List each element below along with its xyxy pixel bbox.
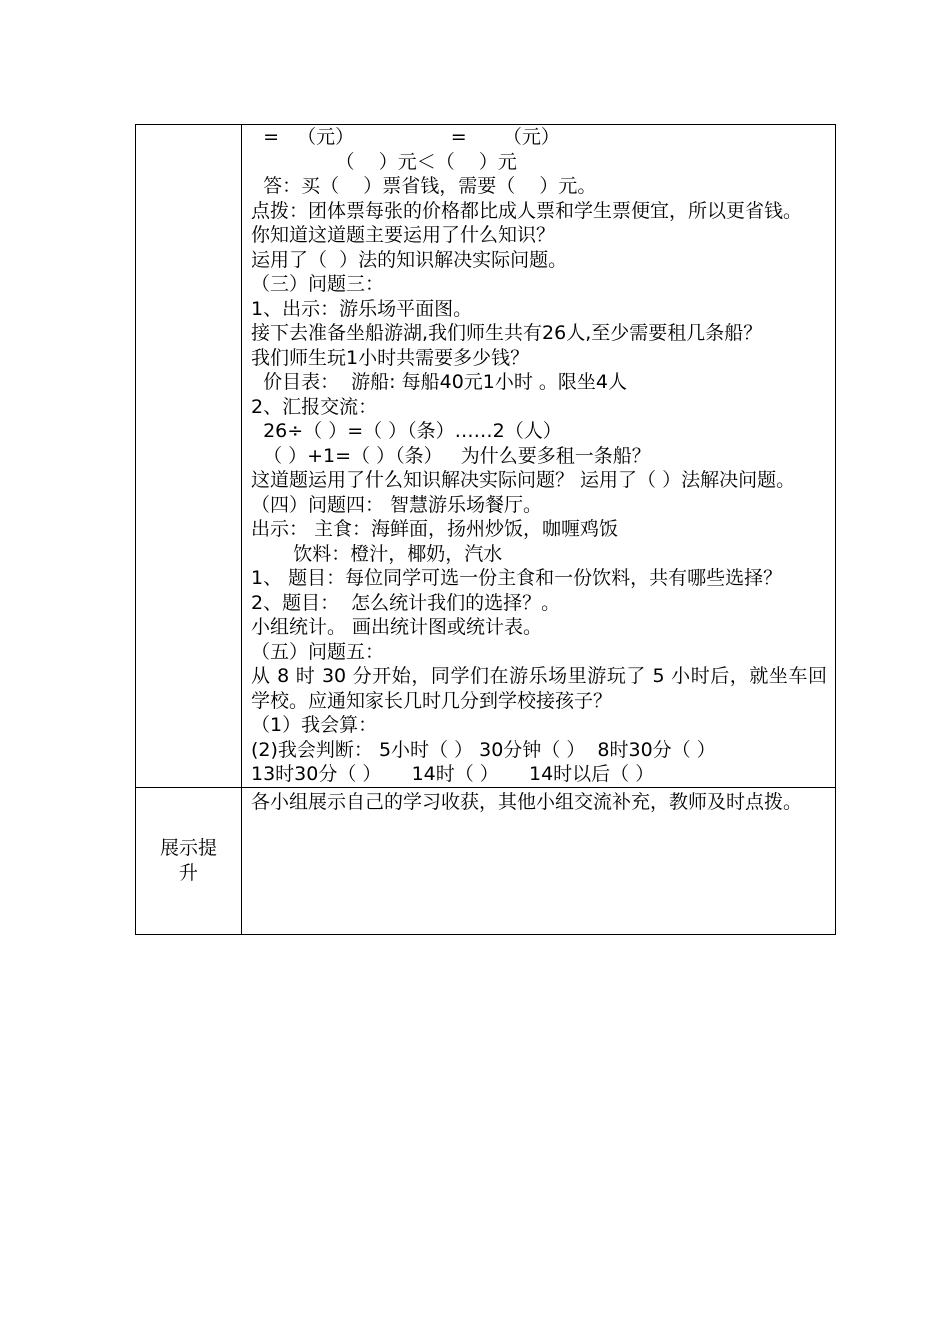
text-line: 从 8 时 30 分开始，同学们在游乐场里游玩了 5 小时后，就坐车回学校。应通知家长几时几分到学校接孩子？ — [251, 665, 827, 712]
text-line: 答：买（ ）票省钱，需要（ ）元。 — [251, 175, 597, 197]
text-line: = （元） = （元） — [251, 126, 560, 148]
text-line: 13时30分（ ） 14时（ ） 14时以后（ ） — [251, 763, 655, 785]
row-label-cell — [136, 125, 242, 788]
text-line: （ ）+1=（ ）（条） 为什么要多租一条船？ — [251, 444, 651, 467]
text-line: 饮料：橙汁，椰奶，汽水 — [251, 542, 503, 565]
presentation-text: 各小组展示自己的学习收获，其他小组交流补充，教师及时点拨。 — [251, 790, 803, 813]
text-line: 2、汇报交流： — [251, 395, 378, 418]
text-line: 价目表： 游船: 每船40元1小时 。限坐4人 — [251, 371, 627, 393]
text-line: 1、 题目：每位同学可选一份主食和一份饮料，共有哪些选择？ — [251, 567, 783, 589]
text-line: 你知道这道题主要运用了什么知识？ — [251, 224, 556, 246]
row-label-text: 展示提升 — [159, 836, 217, 884]
table-row-presentation — [136, 787, 836, 934]
text-line: （ ）元＜（ ）元 — [251, 150, 517, 173]
table-row-problems — [136, 125, 836, 788]
text-line: 1、出示：游乐场平面图。 — [251, 297, 473, 320]
text-line: 2、题目： 怎么统计我们的选择？。 — [251, 591, 561, 614]
presentation-content-cell — [242, 787, 836, 934]
text-line: 出示： 主食：海鲜面，扬州炒饭，咖喱鸡饭 — [251, 518, 619, 540]
text-line: （五）问题五： — [251, 640, 385, 663]
problems-content-cell — [242, 125, 836, 788]
text-line: （四）问题四： 智慧游乐场餐厅。 — [251, 493, 543, 516]
text-line: （三）问题三： — [251, 273, 385, 295]
row-label-cell — [136, 787, 242, 934]
text-line: 点拨：团体票每张的价格都比成人票和学生票便宜，所以更省钱。 — [251, 199, 803, 222]
text-line: 26÷（ ）=（ ）（条）……2（人） — [251, 420, 562, 442]
text-line: 小组统计。 画出统计图或统计表。 — [251, 616, 543, 638]
text-line: （1）我会算： — [251, 714, 378, 736]
problems-text — [242, 125, 835, 787]
text-line: (2)我会判断： 5小时（ ） 30分钟（ ） 8时30分（ ） — [251, 738, 716, 761]
lesson-plan-table — [135, 124, 836, 935]
text-line: 我们师生玩1小时共需要多少钱？ — [251, 346, 530, 369]
text-line: 运用了（ ）法的知识解决实际问题。 — [251, 248, 568, 271]
text-line: 这道题运用了什么知识解决实际问题？ 运用了（ ）法解决问题。 — [251, 469, 796, 491]
text-line: 接下去准备坐船游湖,我们师生共有26人,至少需要租几条船？ — [251, 322, 763, 344]
